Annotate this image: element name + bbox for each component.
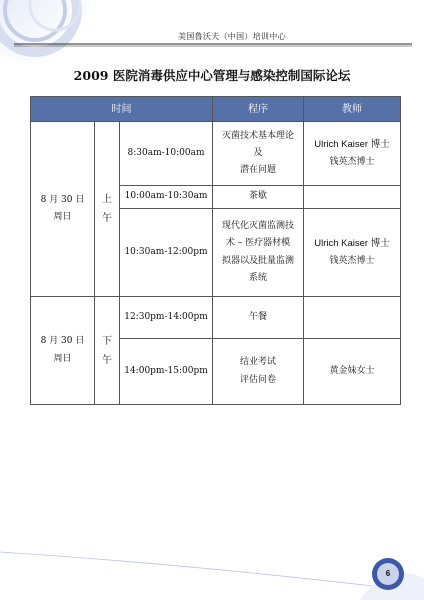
table-row — [31, 297, 401, 339]
program-cell: 午餐 — [213, 297, 304, 339]
time-cell: 10:30am-12:00pm — [120, 209, 213, 297]
program-line: 结业考试 — [239, 357, 276, 368]
period-label: 午 — [102, 213, 112, 224]
table-header-row — [31, 97, 401, 122]
time-cell: 14:00pm-15:00pm — [120, 339, 213, 405]
program-line: 系统 — [248, 272, 267, 283]
program-line: 潜在问题 — [239, 165, 276, 176]
date-label: 8 月 30 日 — [40, 194, 85, 205]
program-cell — [213, 122, 304, 186]
program-cell — [213, 339, 304, 405]
program-line: 灭菌技术基本理论 — [221, 130, 294, 141]
teacher-line: Ulrich Kaiser 博士 — [314, 138, 390, 150]
schedule-table — [30, 96, 401, 405]
period-label: 上 — [102, 194, 112, 205]
bottom-curve-decoration — [0, 520, 424, 600]
table-row — [31, 122, 401, 186]
program-cell: 茶歇 — [213, 186, 304, 209]
teacher-cell: 黄金妹女士 — [304, 339, 401, 405]
weekday-label: 周日 — [53, 353, 72, 364]
teacher-cell — [304, 297, 401, 339]
column-header-program: 程序 — [213, 97, 304, 122]
program-line: 及 — [253, 147, 263, 158]
teacher-cell — [304, 122, 401, 186]
teacher-line: 钱英杰博士 — [329, 255, 375, 266]
page-number: 6 — [385, 569, 391, 578]
date-cell-afternoon — [31, 297, 95, 405]
teacher-cell — [304, 186, 401, 209]
time-cell: 8:30am-10:00am — [120, 122, 213, 186]
corner-decoration — [0, 0, 110, 100]
program-line: 术 – 医疗器材模 — [225, 238, 291, 249]
teacher-line: 钱英杰博士 — [329, 156, 375, 167]
period-cell-morning — [95, 122, 120, 297]
time-cell: 10:00am-10:30am — [120, 186, 213, 209]
period-cell-afternoon — [95, 297, 120, 405]
column-header-time: 时间 — [31, 97, 213, 122]
page-title: 2009 医院消毒供应中心管理与感染控制国际论坛 — [73, 68, 351, 83]
program-line: 拟器以及批量监测 — [221, 255, 294, 266]
date-label: 8 月 30 日 — [40, 336, 85, 347]
header-text: 美国鲁沃夫（中国）培训中心 — [178, 32, 286, 41]
program-line: 现代化灭菌监测技 — [221, 221, 294, 232]
program-line: 评估问卷 — [239, 374, 276, 385]
teacher-line: Ulrich Kaiser 博士 — [314, 237, 390, 249]
header-rule — [14, 40, 412, 50]
column-header-teacher: 教师 — [304, 97, 401, 122]
teacher-cell — [304, 209, 401, 297]
period-label: 下 — [102, 335, 112, 347]
weekday-label: 周日 — [53, 212, 72, 222]
time-cell: 12:30pm-14:00pm — [120, 297, 213, 339]
date-cell-morning — [31, 122, 95, 297]
program-cell — [213, 209, 304, 297]
period-label: 午 — [102, 354, 112, 366]
